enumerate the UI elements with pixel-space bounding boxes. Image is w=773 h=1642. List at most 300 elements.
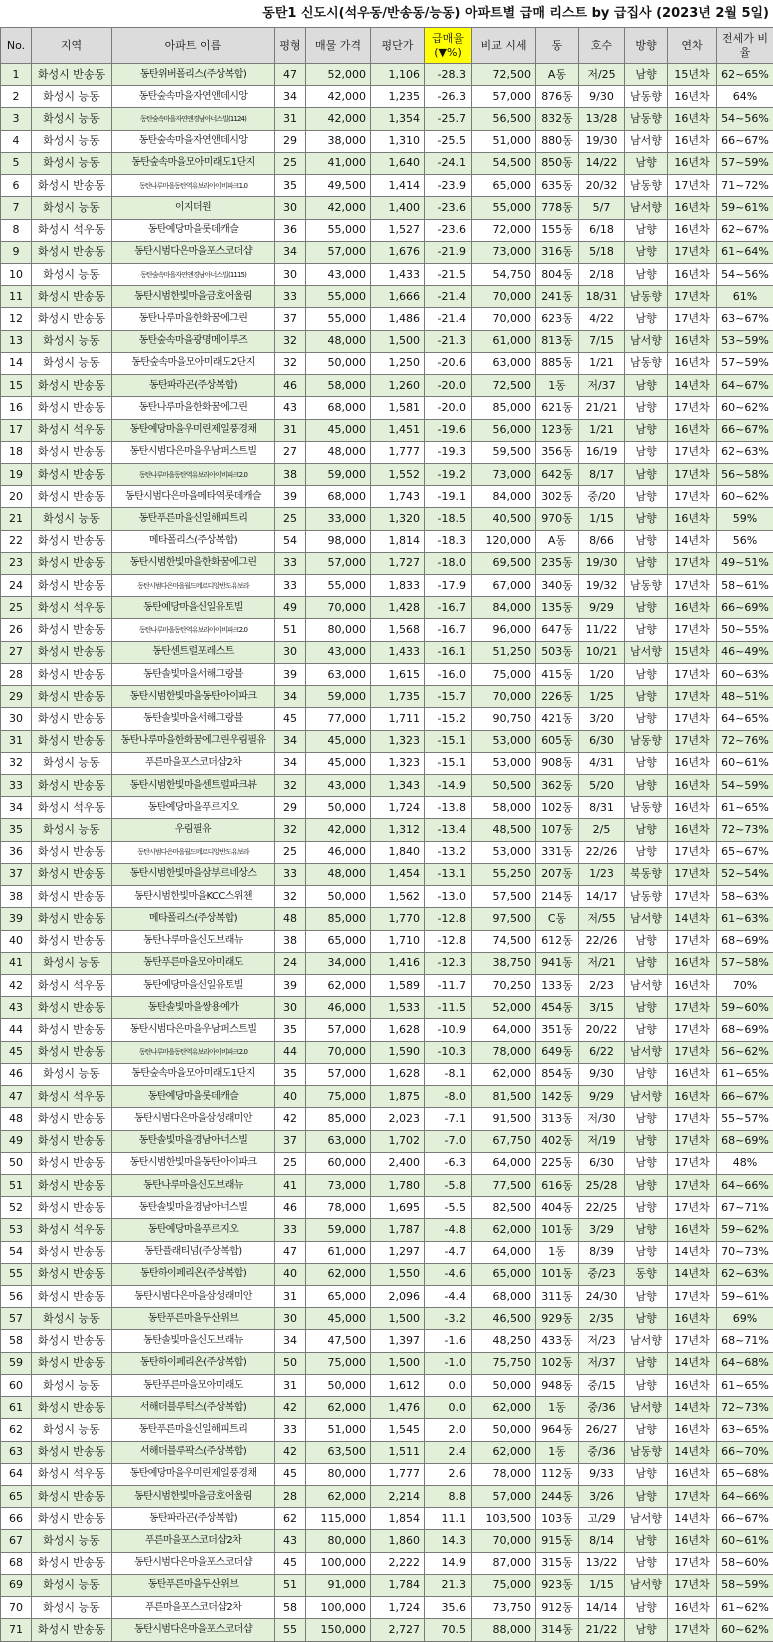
table-row — [1, 263, 773, 285]
cell-market-price: 65,000 — [472, 1263, 536, 1285]
cell-apartment-name: 동탄나루마을동탄역유보라아이비파크2.0 — [112, 619, 275, 641]
cell-direction: 남향 — [625, 241, 668, 263]
header-unit-floor: 호수 — [579, 28, 625, 64]
cell-age: 16년차 — [668, 1086, 717, 1108]
cell-region: 화성시 반송동 — [32, 1108, 112, 1130]
cell-discount-rate: 0.0 — [425, 1374, 472, 1396]
cell-no: 47 — [1, 1086, 32, 1108]
cell-discount-rate: 14.9 — [425, 1552, 472, 1574]
cell-jeonse-ratio: 48% — [717, 1152, 773, 1174]
cell-no: 56 — [1, 1286, 32, 1308]
cell-discount-rate: -13.2 — [425, 841, 472, 863]
cell-region: 화성시 능동 — [32, 263, 112, 285]
cell-no: 24 — [1, 575, 32, 597]
table-row — [1, 375, 773, 397]
cell-age: 14년차 — [668, 1241, 717, 1263]
cell-direction: 남동향 — [625, 886, 668, 908]
cell-apartment-name: 우림필유 — [112, 819, 275, 841]
cell-dong: 616동 — [536, 1174, 579, 1196]
cell-area: 45 — [275, 1463, 306, 1485]
cell-direction: 남동향 — [625, 86, 668, 108]
cell-direction: 남동향 — [625, 730, 668, 752]
cell-region: 화성시 석우동 — [32, 219, 112, 241]
table-row — [1, 463, 773, 485]
cell-discount-rate: -15.7 — [425, 686, 472, 708]
cell-discount-rate: 21.3 — [425, 1574, 472, 1596]
cell-jeonse-ratio: 64% — [717, 86, 773, 108]
cell-market-price: 61,000 — [472, 330, 536, 352]
cell-direction: 남향 — [625, 1463, 668, 1485]
table-row — [1, 863, 773, 885]
cell-region: 화성시 반송동 — [32, 1263, 112, 1285]
cell-price-per-pyeong: 1,451 — [371, 419, 425, 441]
cell-no: 32 — [1, 752, 32, 774]
cell-jeonse-ratio: 56% — [717, 530, 773, 552]
cell-price: 73,000 — [306, 1174, 371, 1196]
cell-unit-floor: 6/30 — [579, 730, 625, 752]
cell-discount-rate: -20.0 — [425, 397, 472, 419]
cell-dong: 142동 — [536, 1086, 579, 1108]
cell-unit-floor: 22/26 — [579, 841, 625, 863]
cell-jeonse-ratio: 52~54% — [717, 863, 773, 885]
cell-discount-rate: -23.6 — [425, 197, 472, 219]
table-row — [1, 175, 773, 197]
cell-apartment-name: 동탄솔빛마을서해그랑블 — [112, 663, 275, 685]
cell-area: 34 — [275, 752, 306, 774]
cell-no: 10 — [1, 263, 32, 285]
cell-region: 화성시 반송동 — [32, 641, 112, 663]
cell-price: 55,000 — [306, 219, 371, 241]
cell-discount-rate: -7.1 — [425, 1108, 472, 1130]
table-row — [1, 219, 773, 241]
cell-direction: 남서향 — [625, 1508, 668, 1530]
cell-region: 화성시 반송동 — [32, 1619, 112, 1641]
cell-price: 34,000 — [306, 952, 371, 974]
cell-price: 42,000 — [306, 197, 371, 219]
cell-age: 15년차 — [668, 641, 717, 663]
cell-market-price: 103,500 — [472, 1508, 536, 1530]
cell-discount-rate: -19.3 — [425, 441, 472, 463]
cell-jeonse-ratio: 70~73% — [717, 1241, 773, 1263]
cell-age: 14년차 — [668, 530, 717, 552]
cell-market-price: 70,250 — [472, 974, 536, 996]
cell-apartment-name: 동탄숲속마을자연앤데시앙 — [112, 86, 275, 108]
table-row — [1, 152, 773, 174]
cell-area: 43 — [275, 1530, 306, 1552]
cell-price-per-pyeong: 1,777 — [371, 1463, 425, 1485]
cell-age: 17년차 — [668, 663, 717, 685]
cell-no: 21 — [1, 508, 32, 530]
cell-region: 화성시 석우동 — [32, 797, 112, 819]
table-row — [1, 1508, 773, 1530]
cell-area: 45 — [275, 708, 306, 730]
cell-dong: 362동 — [536, 775, 579, 797]
cell-discount-rate: 2.6 — [425, 1463, 472, 1485]
cell-unit-floor: 1/15 — [579, 1574, 625, 1596]
cell-jeonse-ratio: 58~63% — [717, 886, 773, 908]
cell-price-per-pyeong: 1,545 — [371, 1419, 425, 1441]
cell-region: 화성시 능동 — [32, 1063, 112, 1085]
cell-apartment-name: 동탄시범다은마을삼성래미안 — [112, 1108, 275, 1130]
cell-price: 51,000 — [306, 1419, 371, 1441]
cell-area: 25 — [275, 508, 306, 530]
cell-no: 11 — [1, 286, 32, 308]
cell-region: 화성시 반송동 — [32, 1197, 112, 1219]
cell-price: 45,000 — [306, 730, 371, 752]
cell-region: 화성시 반송동 — [32, 686, 112, 708]
cell-unit-floor: 8/31 — [579, 797, 625, 819]
cell-unit-floor: 저/23 — [579, 1330, 625, 1352]
cell-price: 46,000 — [306, 997, 371, 1019]
cell-dong: 832동 — [536, 108, 579, 130]
cell-jeonse-ratio: 60~61% — [717, 1530, 773, 1552]
cell-no: 2 — [1, 86, 32, 108]
cell-jeonse-ratio: 62~63% — [717, 441, 773, 463]
cell-direction: 남향 — [625, 1619, 668, 1641]
cell-price-per-pyeong: 1,250 — [371, 352, 425, 374]
cell-dong: 880동 — [536, 130, 579, 152]
cell-dong: 415동 — [536, 663, 579, 685]
cell-price-per-pyeong: 1,840 — [371, 841, 425, 863]
cell-unit-floor: 21/21 — [579, 397, 625, 419]
cell-no: 51 — [1, 1174, 32, 1196]
cell-market-price: 97,500 — [472, 908, 536, 930]
cell-direction: 남향 — [625, 1152, 668, 1174]
cell-no: 68 — [1, 1552, 32, 1574]
cell-no: 66 — [1, 1508, 32, 1530]
cell-age: 16년차 — [668, 508, 717, 530]
cell-unit-floor: 9/29 — [579, 1086, 625, 1108]
cell-area: 33 — [275, 1419, 306, 1441]
cell-no: 34 — [1, 797, 32, 819]
cell-area: 33 — [275, 863, 306, 885]
cell-direction: 남향 — [625, 1019, 668, 1041]
cell-jeonse-ratio: 57~59% — [717, 352, 773, 374]
cell-discount-rate: 2.0 — [425, 1419, 472, 1441]
cell-dong: 155동 — [536, 219, 579, 241]
cell-apartment-name: 동탄푸른마을신일해피트리 — [112, 508, 275, 530]
cell-age: 16년차 — [668, 819, 717, 841]
cell-price-per-pyeong: 1,724 — [371, 1597, 425, 1619]
cell-discount-rate: 70.5 — [425, 1619, 472, 1641]
cell-region: 화성시 능동 — [32, 130, 112, 152]
cell-no: 43 — [1, 997, 32, 1019]
cell-unit-floor: 1/20 — [579, 663, 625, 685]
cell-direction: 남향 — [625, 663, 668, 685]
cell-no: 5 — [1, 152, 32, 174]
cell-age: 17년차 — [668, 930, 717, 952]
cell-no: 65 — [1, 1486, 32, 1508]
cell-jeonse-ratio: 62~63% — [717, 1263, 773, 1285]
cell-apartment-name: 동탄하이페리온(주상복합) — [112, 1352, 275, 1374]
cell-unit-floor: 22/26 — [579, 930, 625, 952]
cell-price: 43,000 — [306, 775, 371, 797]
cell-apartment-name: 동탄푸른마을두산위브 — [112, 1308, 275, 1330]
cell-jeonse-ratio: 61~65% — [717, 1374, 773, 1396]
cell-age: 17년차 — [668, 1041, 717, 1063]
table-row — [1, 1530, 773, 1552]
cell-area: 44 — [275, 1041, 306, 1063]
cell-unit-floor: 저/37 — [579, 1352, 625, 1374]
cell-unit-floor: 20/32 — [579, 175, 625, 197]
cell-market-price: 57,500 — [472, 886, 536, 908]
cell-age: 14년차 — [668, 1508, 717, 1530]
table-row — [1, 641, 773, 663]
cell-no: 70 — [1, 1597, 32, 1619]
cell-unit-floor: 1/21 — [579, 352, 625, 374]
cell-direction: 남향 — [625, 397, 668, 419]
cell-price: 57,000 — [306, 1019, 371, 1041]
cell-apartment-name: 동탄시범다은마을메타역롯데캐슬 — [112, 486, 275, 508]
cell-region: 화성시 반송동 — [32, 486, 112, 508]
table-row — [1, 486, 773, 508]
cell-apartment-name: 동탄숲속마을모아미래도2단지 — [112, 352, 275, 374]
cell-area: 31 — [275, 1286, 306, 1308]
cell-jeonse-ratio: 69% — [717, 1308, 773, 1330]
cell-jeonse-ratio: 58~59% — [717, 1574, 773, 1596]
cell-jeonse-ratio: 66~67% — [717, 419, 773, 441]
cell-direction: 남향 — [625, 1286, 668, 1308]
cell-discount-rate: -25.7 — [425, 108, 472, 130]
listing-rows — [1, 64, 773, 1642]
cell-age: 16년차 — [668, 1463, 717, 1485]
cell-price-per-pyeong: 1,780 — [371, 1174, 425, 1196]
cell-area: 33 — [275, 575, 306, 597]
cell-area: 25 — [275, 1152, 306, 1174]
cell-area: 25 — [275, 152, 306, 174]
cell-unit-floor: 22/25 — [579, 1197, 625, 1219]
cell-price: 55,000 — [306, 575, 371, 597]
cell-direction: 동향 — [625, 1263, 668, 1285]
cell-dong: 923동 — [536, 1574, 579, 1596]
cell-jeonse-ratio: 68~69% — [717, 1019, 773, 1041]
cell-discount-rate: -13.0 — [425, 886, 472, 908]
cell-dong: 642동 — [536, 463, 579, 485]
cell-jeonse-ratio: 59% — [717, 508, 773, 530]
cell-age: 17년차 — [668, 1130, 717, 1152]
cell-dong: 941동 — [536, 952, 579, 974]
cell-market-price: 68,000 — [472, 1286, 536, 1308]
cell-market-price: 52,000 — [472, 997, 536, 1019]
cell-jeonse-ratio: 55~57% — [717, 1108, 773, 1130]
table-row — [1, 1241, 773, 1263]
cell-age: 17년차 — [668, 241, 717, 263]
cell-no: 37 — [1, 863, 32, 885]
cell-age: 17년차 — [668, 730, 717, 752]
cell-region: 화성시 반송동 — [32, 930, 112, 952]
cell-market-price: 65,000 — [472, 175, 536, 197]
cell-jeonse-ratio: 59~62% — [717, 1219, 773, 1241]
cell-direction: 남향 — [625, 486, 668, 508]
cell-age: 14년차 — [668, 1441, 717, 1463]
cell-unit-floor: 14/22 — [579, 152, 625, 174]
cell-region: 화성시 석우동 — [32, 1219, 112, 1241]
cell-apartment-name: 메타폴리스(주상복합) — [112, 530, 275, 552]
cell-area: 62 — [275, 1508, 306, 1530]
cell-no: 16 — [1, 397, 32, 419]
cell-no: 13 — [1, 330, 32, 352]
header-jeonse-ratio: 전세가 비율 — [717, 28, 773, 64]
cell-area: 25 — [275, 841, 306, 863]
cell-no: 38 — [1, 886, 32, 908]
cell-no: 4 — [1, 130, 32, 152]
cell-area: 45 — [275, 1552, 306, 1574]
cell-discount-rate: -12.8 — [425, 930, 472, 952]
cell-no: 35 — [1, 819, 32, 841]
cell-dong: 225동 — [536, 1152, 579, 1174]
cell-market-price: 70,000 — [472, 686, 536, 708]
table-row — [1, 1219, 773, 1241]
cell-dong: 1동 — [536, 1441, 579, 1463]
cell-age: 17년차 — [668, 708, 717, 730]
cell-price: 57,000 — [306, 241, 371, 263]
cell-region: 화성시 반송동 — [32, 730, 112, 752]
cell-apartment-name: 동탄예당마을신일유토빌 — [112, 974, 275, 996]
cell-market-price: 72,000 — [472, 219, 536, 241]
cell-no: 55 — [1, 1263, 32, 1285]
cell-unit-floor: 14/17 — [579, 886, 625, 908]
cell-market-price: 75,750 — [472, 1352, 536, 1374]
cell-age: 16년차 — [668, 86, 717, 108]
cell-price: 63,000 — [306, 663, 371, 685]
cell-price-per-pyeong: 1,814 — [371, 530, 425, 552]
cell-jeonse-ratio: 46~49% — [717, 641, 773, 663]
cell-age: 17년차 — [668, 841, 717, 863]
cell-dong: 647동 — [536, 619, 579, 641]
cell-discount-rate: -28.3 — [425, 64, 472, 86]
cell-area: 43 — [275, 397, 306, 419]
cell-region: 화성시 반송동 — [32, 908, 112, 930]
cell-direction: 남향 — [625, 308, 668, 330]
cell-apartment-name: 동탄파라곤(주상복합) — [112, 1508, 275, 1530]
cell-jeonse-ratio: 49~51% — [717, 552, 773, 574]
cell-jeonse-ratio: 61~62% — [717, 1597, 773, 1619]
cell-discount-rate: -4.7 — [425, 1241, 472, 1263]
cell-direction: 남서향 — [625, 641, 668, 663]
cell-direction: 남향 — [625, 552, 668, 574]
cell-dong: C동 — [536, 908, 579, 930]
cell-direction: 남향 — [625, 1241, 668, 1263]
cell-unit-floor: 9/30 — [579, 1063, 625, 1085]
cell-price-per-pyeong: 1,400 — [371, 197, 425, 219]
cell-market-price: 62,000 — [472, 1397, 536, 1419]
cell-no: 9 — [1, 241, 32, 263]
cell-jeonse-ratio: 59~61% — [717, 1286, 773, 1308]
cell-price: 100,000 — [306, 1552, 371, 1574]
cell-unit-floor: 19/30 — [579, 130, 625, 152]
cell-apartment-name: 동탄숲속마을광명메이루즈 — [112, 330, 275, 352]
cell-area: 51 — [275, 1574, 306, 1596]
cell-no: 14 — [1, 352, 32, 374]
cell-direction: 남향 — [625, 1174, 668, 1196]
cell-direction: 남향 — [625, 1108, 668, 1130]
cell-no: 63 — [1, 1441, 32, 1463]
cell-discount-rate: -21.3 — [425, 330, 472, 352]
cell-price-per-pyeong: 1,770 — [371, 908, 425, 930]
cell-region: 화성시 반송동 — [32, 1552, 112, 1574]
cell-discount-rate: -8.0 — [425, 1086, 472, 1108]
cell-market-price: 75,000 — [472, 663, 536, 685]
table-row — [1, 1574, 773, 1596]
cell-price-per-pyeong: 1,628 — [371, 1063, 425, 1085]
cell-jeonse-ratio: 60~61% — [717, 752, 773, 774]
cell-market-price: 70,000 — [472, 1530, 536, 1552]
cell-region: 화성시 능동 — [32, 197, 112, 219]
cell-apartment-name: 동탄시범한빛마을KCC스위첸 — [112, 886, 275, 908]
cell-no: 71 — [1, 1619, 32, 1641]
cell-dong: 356동 — [536, 441, 579, 463]
table-row — [1, 1419, 773, 1441]
cell-region: 화성시 능동 — [32, 819, 112, 841]
cell-price-per-pyeong: 1,727 — [371, 552, 425, 574]
cell-market-price: 67,000 — [472, 575, 536, 597]
cell-unit-floor: 19/30 — [579, 552, 625, 574]
cell-unit-floor: 8/14 — [579, 1530, 625, 1552]
cell-apartment-name: 동탄시범한빛마을삼부르네상스 — [112, 863, 275, 885]
cell-area: 47 — [275, 1241, 306, 1263]
cell-region: 화성시 능동 — [32, 1374, 112, 1396]
cell-jeonse-ratio: 58~60% — [717, 1552, 773, 1574]
cell-price-per-pyeong: 1,581 — [371, 397, 425, 419]
cell-age: 17년차 — [668, 686, 717, 708]
table-row — [1, 419, 773, 441]
cell-no: 36 — [1, 841, 32, 863]
cell-apartment-name: 동탄푸른마을두산위브 — [112, 1574, 275, 1596]
cell-jeonse-ratio: 61~63% — [717, 908, 773, 930]
cell-dong: 316동 — [536, 241, 579, 263]
table-row — [1, 1063, 773, 1085]
cell-price: 45,000 — [306, 419, 371, 441]
cell-unit-floor: 7/15 — [579, 330, 625, 352]
cell-age: 16년차 — [668, 419, 717, 441]
cell-dong: 454동 — [536, 997, 579, 1019]
cell-market-price: 46,500 — [472, 1308, 536, 1330]
cell-area: 32 — [275, 352, 306, 374]
cell-area: 50 — [275, 1352, 306, 1374]
cell-direction: 남동향 — [625, 797, 668, 819]
cell-unit-floor: 저/37 — [579, 375, 625, 397]
cell-unit-floor: 24/30 — [579, 1286, 625, 1308]
cell-region: 화성시 반송동 — [32, 1019, 112, 1041]
cell-age: 17년차 — [668, 552, 717, 574]
cell-market-price: 57,000 — [472, 86, 536, 108]
cell-age: 14년차 — [668, 1352, 717, 1374]
cell-jeonse-ratio: 53~59% — [717, 330, 773, 352]
cell-dong: 313동 — [536, 1108, 579, 1130]
cell-discount-rate: -1.6 — [425, 1330, 472, 1352]
cell-jeonse-ratio: 56~58% — [717, 463, 773, 485]
cell-region: 화성시 석우동 — [32, 419, 112, 441]
cell-dong: 649동 — [536, 1041, 579, 1063]
cell-area: 39 — [275, 486, 306, 508]
cell-price: 80,000 — [306, 1530, 371, 1552]
cell-apartment-name: 동탄시범다은마을우남퍼스트빌 — [112, 441, 275, 463]
cell-discount-rate: -23.9 — [425, 175, 472, 197]
cell-direction: 남향 — [625, 419, 668, 441]
cell-unit-floor: 고/29 — [579, 1508, 625, 1530]
cell-price-per-pyeong: 1,527 — [371, 219, 425, 241]
table-row — [1, 64, 773, 86]
cell-age: 17년차 — [668, 1286, 717, 1308]
table-row — [1, 1152, 773, 1174]
cell-jeonse-ratio: 72~76% — [717, 730, 773, 752]
cell-price-per-pyeong: 1,875 — [371, 1086, 425, 1108]
cell-market-price: 58,000 — [472, 797, 536, 819]
table-row — [1, 752, 773, 774]
table-row — [1, 1086, 773, 1108]
cell-market-price: 78,000 — [472, 1463, 536, 1485]
cell-jeonse-ratio: 66~70% — [717, 1441, 773, 1463]
